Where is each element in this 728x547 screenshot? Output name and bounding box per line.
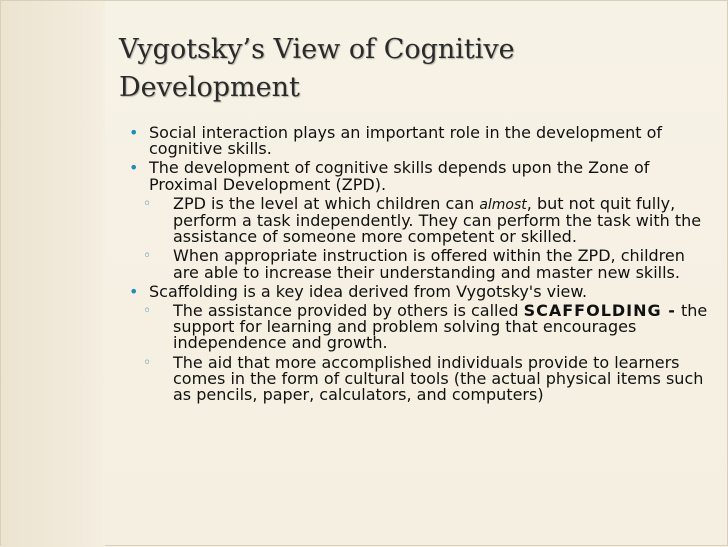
- emphasis-text: almost: [479, 196, 527, 213]
- bullet-text: Social interaction plays an important role in the development of cognitive skills.: [149, 123, 663, 159]
- sub-bullet-icon: ◦: [143, 354, 152, 371]
- sub-bullet-item: [129, 193, 709, 247]
- sub-bullet-item: [129, 303, 709, 352]
- sub-bullet-icon: ◦: [143, 303, 152, 320]
- bullet-item: [129, 160, 709, 192]
- bold-term: SCAFFOLDING -: [523, 301, 676, 321]
- bullet-text: The development of cognitive skills depends upon the Zone of Proximal Development (ZPD).: [149, 158, 650, 194]
- bullet-icon: •: [129, 158, 139, 178]
- sub-bullet-text-post: the support for learning and problem solving that encourages independence and growth.: [173, 301, 708, 353]
- sub-bullet-icon: ◦: [143, 195, 152, 212]
- left-decorative-bar: [1, 1, 105, 547]
- bullet-text: Scaffolding is a key idea derived from Vygotsky's view.: [149, 281, 588, 301]
- bullet-icon: •: [129, 123, 139, 142]
- sub-bullet-icon: ◦: [143, 248, 152, 265]
- bullet-icon: •: [129, 281, 139, 301]
- sub-bullet-text: When appropriate instruction is offered within the ZPD, children are able to increase their understanding and master new skills.: [173, 246, 685, 282]
- title-line-2: Development: [119, 72, 300, 103]
- sub-bullet-text: The aid that more accomplished individuals provide to learners comes in the form of cultural tools (the actual physical items such as pencils, paper, calculators, and computers): [173, 352, 704, 405]
- sub-bullet-item: [129, 352, 709, 405]
- bullet-item: [129, 125, 709, 157]
- sub-bullet-text-pre: The assistance provided by others is called: [173, 301, 524, 321]
- sub-bullet-item: [129, 248, 709, 280]
- sub-bullet-text-pre: ZPD is the level at which children can: [173, 193, 480, 213]
- sub-bullet-text-post: , but not quit fully, perform a task independently. They can perform the task with the assistance of someone more competent or skilled.: [173, 193, 702, 247]
- slide-title: [119, 31, 719, 107]
- title-line-1: Vygotsky’s View of Cognitive: [119, 34, 515, 65]
- bullet-item: [129, 281, 709, 301]
- bullet-list: [129, 125, 709, 406]
